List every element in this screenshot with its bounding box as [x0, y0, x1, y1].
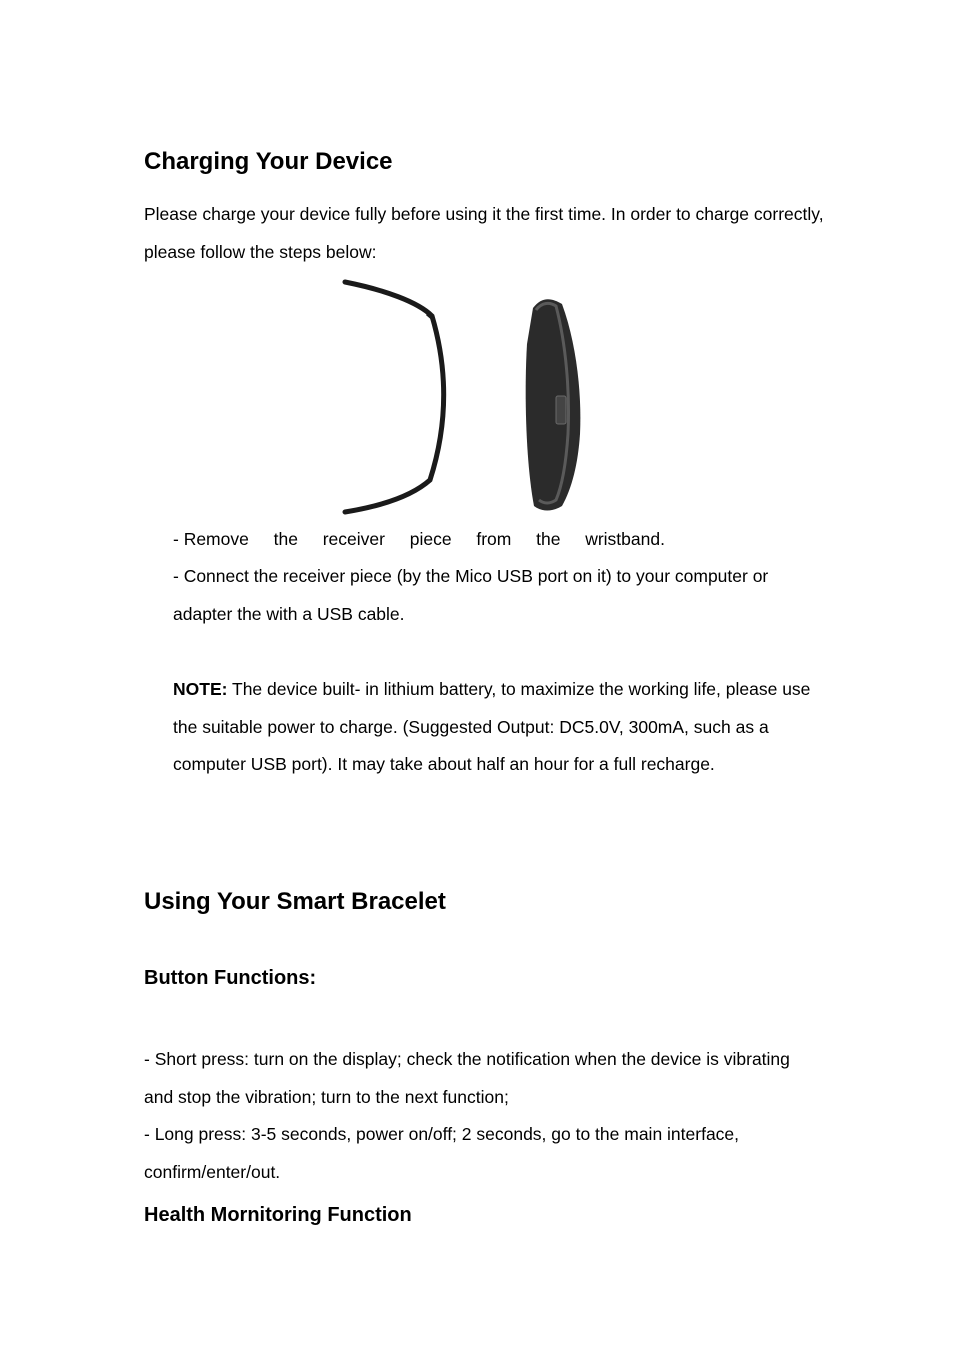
step-word: the: [273, 529, 298, 549]
charging-note: [173, 671, 823, 784]
charging-heading: Charging Your Device: [144, 148, 393, 175]
short-press-description: - Short press: turn on the display; check the notification when the device is vibrating and stop the vibration; turn to the next function;: [144, 1049, 790, 1107]
step-word: piece: [409, 529, 452, 549]
step-word: the: [536, 529, 561, 549]
wristband-strap-image: [345, 282, 444, 512]
using-heading: Using Your Smart Bracelet: [144, 888, 446, 915]
charging-intro: Please charge your device fully before using it the first time. In order to charge correctly, please follow the steps below:: [144, 204, 824, 262]
step-word: receiver: [322, 529, 385, 549]
note-text: The device built- in lithium battery, to maximize the working life, please use the suitable power to charge. (Suggested Output: DC5.0V, 300mA, such as a computer USB port). It may take about half an hour for a full recharge.: [173, 679, 811, 774]
button-functions-heading: Button Functions:: [144, 967, 317, 989]
step-word: wristband.: [585, 529, 665, 549]
bracelet-illustration: [330, 274, 600, 518]
health-monitoring-heading: Health Mornitoring Function: [144, 1204, 412, 1226]
step-word: - Remove: [173, 529, 249, 549]
receiver-piece-image: [526, 299, 581, 510]
note-label: NOTE:: [173, 679, 228, 699]
step-remove-receiver: [173, 521, 665, 559]
step-connect-usb: - Connect the receiver piece (by the Mico USB port on it) to your computer or adapter the with a USB cable.: [173, 566, 769, 624]
long-press-description: - Long press: 3-5 seconds, power on/off; 2 seconds, go to the main interface, confirm/enter/out.: [144, 1124, 740, 1182]
step-word: from: [476, 529, 512, 549]
